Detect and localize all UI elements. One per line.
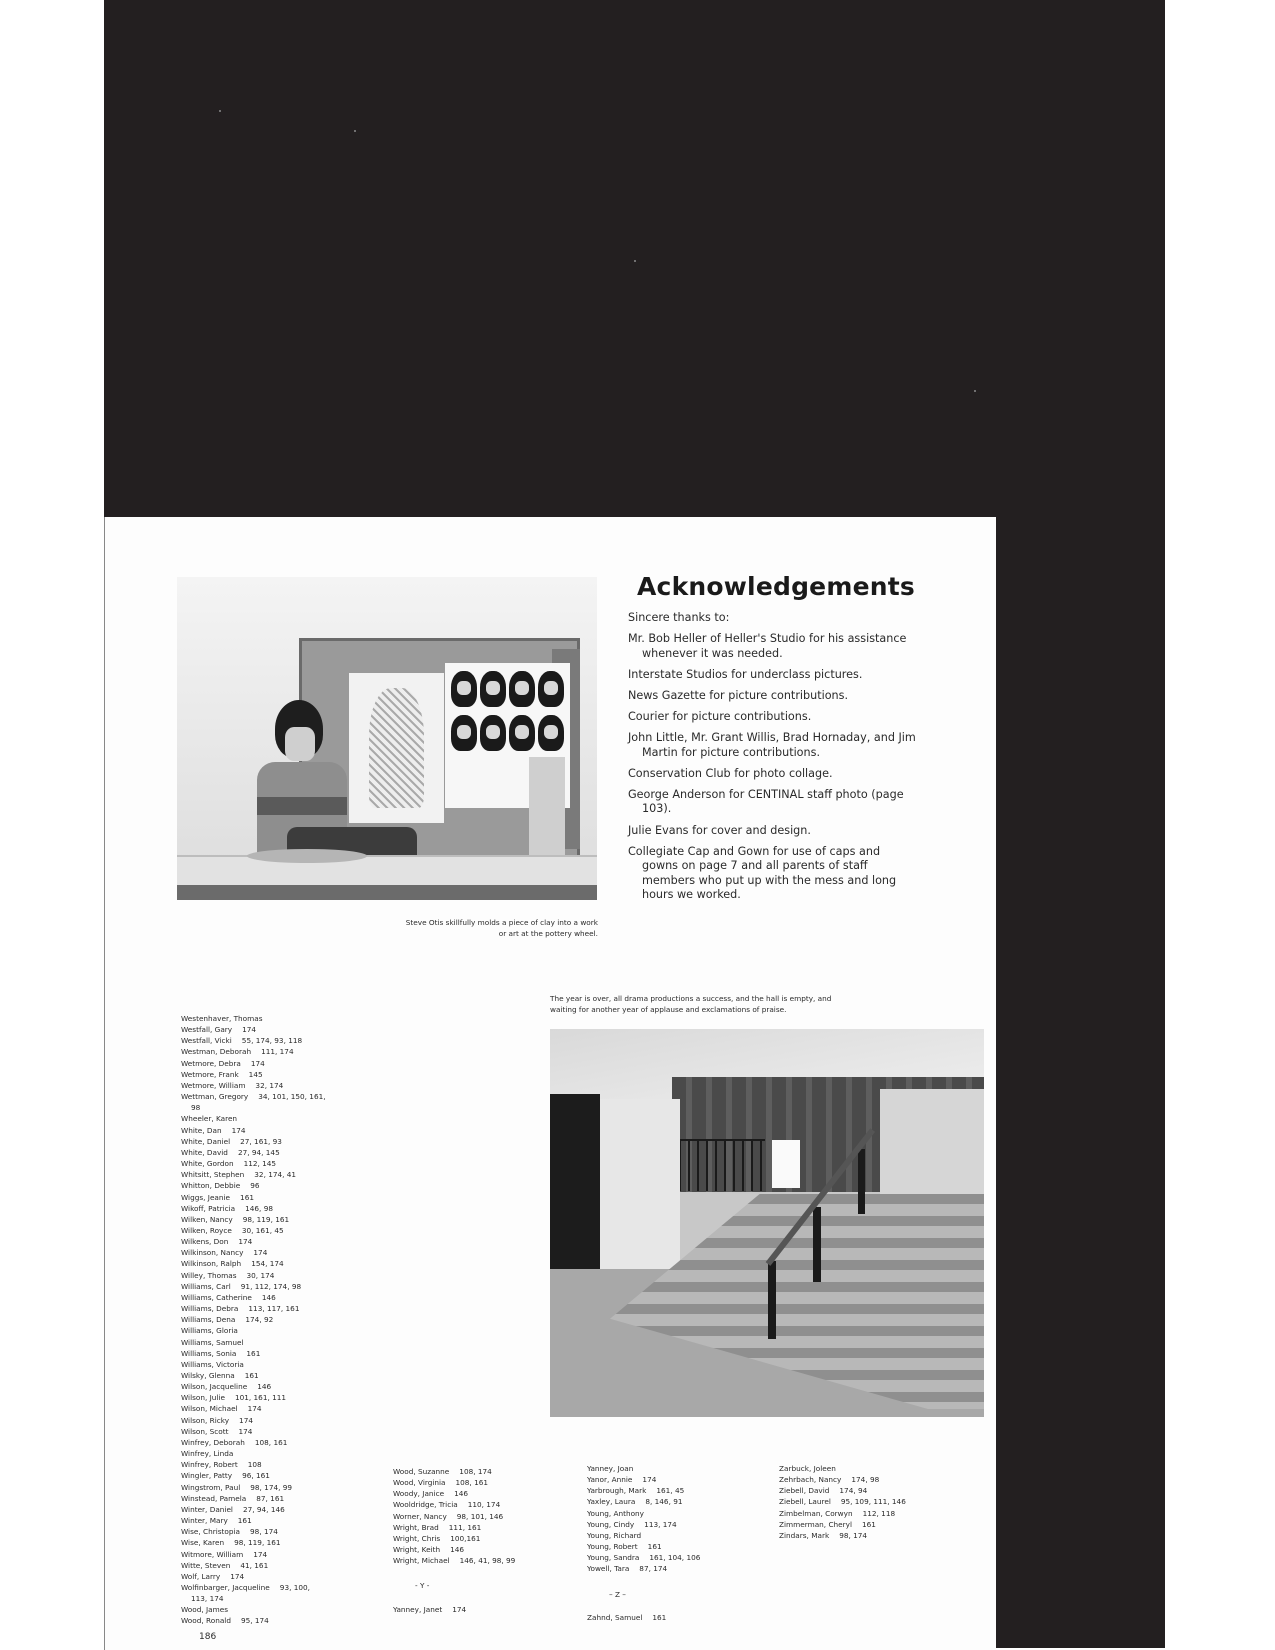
ack-item: Interstate Studios for underclass pictures. — [628, 667, 863, 681]
index-entry — [181, 1314, 361, 1325]
index-entry-pages: 161 — [237, 1516, 252, 1526]
index-entry-pages: 174 — [642, 1475, 657, 1485]
index-entry — [181, 1214, 361, 1225]
index-entry-pages: 161 — [240, 1192, 254, 1202]
index-entry — [779, 1485, 954, 1496]
caption-line: The year is over, all drama productions a success, and the hall is empty, and — [550, 994, 832, 1003]
index-entry — [393, 1522, 568, 1533]
index-entry-pages: 146 — [450, 1545, 465, 1555]
dust-speck — [974, 390, 976, 392]
dust-speck — [634, 260, 636, 262]
index-entry-pages: 98, 119, 161 — [242, 1214, 290, 1224]
index-entry — [181, 1169, 361, 1180]
index-entry-pages: 32, 174 — [255, 1080, 284, 1090]
index-entry-pages: 98, 101, 146 — [456, 1511, 504, 1521]
photo-sketch-poster — [349, 673, 444, 823]
index-entry-name: Zarbuck, Joleen — [779, 1464, 836, 1473]
index-entry-name: Wilson, Julie — [181, 1393, 225, 1403]
index-entry — [181, 1046, 361, 1057]
index-entry-name: Wood, Virginia — [393, 1478, 446, 1488]
index-entry-pages: 55, 174, 93, 118 — [241, 1036, 303, 1046]
index-entry-pages: 174 — [230, 1571, 245, 1581]
index-entry-name: White, David — [181, 1147, 228, 1157]
index-entry — [587, 1463, 762, 1474]
photo-table-shadow — [177, 885, 597, 900]
mask-print — [509, 671, 535, 707]
index-entry-pages: 113, 117, 161 — [248, 1304, 300, 1314]
index-entry — [181, 1348, 361, 1359]
hall-photo-caption — [550, 993, 970, 1015]
index-entry — [181, 1192, 361, 1203]
index-entry-name: Zimbelman, Corwyn — [779, 1508, 853, 1518]
index-entry — [393, 1466, 568, 1477]
index-entry — [181, 1448, 361, 1459]
index-entry — [587, 1485, 762, 1496]
page-number: 186 — [199, 1632, 217, 1642]
index-entry-name: Wise, Karen — [181, 1538, 225, 1548]
index-entry-pages: 95, 109, 111, 146 — [840, 1497, 906, 1507]
index-entry — [587, 1496, 762, 1507]
index-entry — [181, 1024, 361, 1035]
index-entry-name: Williams, Victoria — [181, 1359, 244, 1369]
index-entry-pages: 145 — [248, 1069, 263, 1079]
index-entry — [181, 1482, 361, 1493]
photo-lit-wall — [880, 1089, 984, 1199]
photo-pottery-wheel — [247, 849, 367, 863]
index-entry-pages: 98, 174, 99 — [250, 1482, 293, 1492]
index-entry — [181, 1359, 361, 1370]
index-entry-pages: 111, 161 — [448, 1522, 482, 1532]
index-entry-name: Yowell, Tara — [587, 1564, 630, 1574]
index-entry-name: Witte, Steven — [181, 1560, 231, 1570]
page-title: Acknowledgements — [637, 572, 915, 601]
index-column-2 — [393, 1466, 568, 1615]
index-entry-name: Wetmore, Frank — [181, 1069, 239, 1079]
index-entry-pages: 174 — [452, 1604, 467, 1614]
index-entry-name: Winfrey, Linda — [181, 1449, 234, 1459]
index-entry — [181, 1615, 361, 1626]
index-entry-pages: 174 — [247, 1404, 262, 1414]
mask-print — [509, 715, 535, 751]
index-entry-pages: 98, 174 — [250, 1527, 278, 1537]
index-entry — [181, 1381, 361, 1392]
index-entry-pages: 113, 174 — [644, 1519, 677, 1529]
index-column-3 — [587, 1463, 762, 1623]
index-entry — [181, 1370, 361, 1381]
index-entry — [587, 1552, 762, 1563]
index-entry-pages: 96, 161 — [242, 1471, 270, 1481]
index-entry-name: Yanney, Janet — [393, 1604, 443, 1614]
index-entry — [181, 1258, 361, 1269]
index-entry-name: Wood, Suzanne — [393, 1467, 450, 1476]
ack-item: Courier for picture contributions. — [628, 709, 812, 723]
index-entry-name: Wheeler, Karen — [181, 1114, 238, 1124]
index-entry — [181, 1091, 361, 1102]
photo-bucket — [529, 757, 565, 867]
index-entry-name: Wolfinbarger, Jacqueline — [181, 1582, 270, 1592]
photo-rail-post — [768, 1261, 776, 1339]
index-entry — [181, 1247, 361, 1258]
photo-rail-post — [813, 1207, 821, 1282]
index-entry-name: Yanney, Joan — [587, 1464, 634, 1473]
index-entry — [181, 1303, 361, 1314]
index-entry-pages: 174, 98 — [851, 1475, 880, 1485]
index-entry-pages: 101, 161, 111 — [234, 1393, 287, 1403]
pottery-photo — [177, 577, 597, 900]
index-entry-pages: 111, 174 — [261, 1047, 294, 1057]
index-entry — [587, 1508, 762, 1519]
index-entry-pages: 110, 174 — [467, 1500, 501, 1510]
index-column-1 — [181, 1013, 361, 1627]
index-entry — [779, 1530, 954, 1541]
index-entry-name: White, Daniel — [181, 1136, 231, 1146]
scan-background-right — [995, 500, 1165, 1648]
index-entry-name: Wolf, Larry — [181, 1571, 221, 1581]
index-entry — [587, 1519, 762, 1530]
index-entry — [181, 1504, 361, 1515]
index-entry — [181, 1470, 361, 1481]
index-entry-pages: 161 — [246, 1348, 261, 1358]
index-entry — [779, 1508, 954, 1519]
index-entry-name: Wood, James — [181, 1605, 229, 1615]
dust-speck — [219, 110, 221, 112]
index-entry — [181, 1035, 361, 1046]
index-entry — [181, 1125, 361, 1136]
index-entry-name: Wilken, Nancy — [181, 1214, 233, 1224]
index-entry-name: Wilson, Ricky — [181, 1415, 230, 1425]
index-entry — [779, 1519, 954, 1530]
index-entry — [181, 1058, 361, 1069]
index-entry — [181, 1270, 361, 1281]
index-entry-pages: 174 — [253, 1549, 268, 1559]
mask-print — [451, 671, 477, 707]
index-entry — [181, 1281, 361, 1292]
index-entry — [587, 1612, 762, 1623]
caption-line: Steve Otis skillfully molds a piece of clay into a work — [405, 918, 598, 927]
index-entry-name: Wiggs, Jeanie — [181, 1192, 231, 1202]
index-entry — [393, 1555, 568, 1566]
index-entry-pages: 174, 94 — [839, 1486, 868, 1496]
index-entry-name: Winter, Daniel — [181, 1504, 233, 1514]
acknowledgements-list — [628, 611, 918, 910]
index-entry-pages: 87, 161 — [256, 1493, 285, 1503]
index-entry-name: Wright, Brad — [393, 1522, 439, 1532]
photo-wall — [600, 1099, 680, 1279]
index-entry-pages: 27, 161, 93 — [240, 1136, 282, 1146]
index-entry-pages: 174 — [253, 1248, 268, 1258]
photo-shirt-stripe — [257, 797, 347, 815]
index-entry — [181, 1537, 361, 1548]
index-entry — [181, 1080, 361, 1091]
photo-table — [177, 855, 597, 887]
index-entry — [779, 1463, 954, 1474]
index-entry — [393, 1604, 568, 1615]
scan-background-top — [104, 0, 1165, 517]
index-entry-name: Whitsitt, Stephen — [181, 1170, 245, 1180]
index-entry-pages: 174 — [239, 1415, 253, 1425]
index-entry-pages: 98, 174 — [839, 1530, 868, 1540]
index-entry — [181, 1549, 361, 1560]
index-entry-name: Winter, Mary — [181, 1516, 228, 1526]
index-entry-name: Williams, Dena — [181, 1315, 236, 1325]
index-entry-pages: 161 — [244, 1371, 259, 1380]
index-entry-name: Zehrbach, Nancy — [779, 1475, 842, 1485]
photo-rail-post — [858, 1149, 865, 1214]
index-entry-name: Williams, Catherine — [181, 1292, 252, 1302]
index-entry — [181, 1392, 361, 1403]
index-entry-name: Yarbrough, Mark — [587, 1486, 647, 1496]
index-entry-pages: 41, 161 — [240, 1560, 269, 1570]
index-entry — [181, 1292, 361, 1303]
index-letter-heading: - Y - — [415, 1581, 430, 1591]
index-entry-name: Zimmerman, Cheryl — [779, 1519, 853, 1529]
index-entry-pages: 174 — [250, 1058, 265, 1068]
ack-item: Julie Evans for cover and design. — [628, 823, 811, 837]
index-entry — [181, 1526, 361, 1537]
index-entry-pages-continued: 98 — [191, 1103, 201, 1113]
index-entry — [779, 1474, 954, 1485]
index-entry-name: Wilkinson, Nancy — [181, 1248, 244, 1258]
index-entry — [181, 1158, 361, 1169]
index-entry-pages: 96 — [250, 1181, 260, 1191]
index-entry-name: Willey, Thomas — [181, 1270, 237, 1280]
ack-intro: Sincere thanks to: — [628, 611, 730, 624]
index-entry — [393, 1511, 568, 1522]
index-entry-pages: 93, 100, — [279, 1582, 310, 1592]
index-entry — [393, 1533, 568, 1544]
index-entry-name: Williams, Sonia — [181, 1348, 237, 1358]
mask-print — [538, 715, 564, 751]
index-entry — [181, 1325, 361, 1336]
index-entry — [181, 1203, 361, 1214]
index-entry-pages: 108, 174 — [459, 1467, 492, 1476]
index-entry-name: Witmore, William — [181, 1549, 244, 1559]
index-entry-pages: 30, 161, 45 — [241, 1225, 284, 1235]
ack-item: John Little, Mr. Grant Willis, Brad Hornaday, and Jim Martin for picture contributions. — [628, 731, 916, 759]
index-entry-pages: 30, 174 — [246, 1270, 275, 1280]
ack-item: News Gazette for picture contributions. — [628, 688, 849, 702]
index-entry-name: Young, Anthony — [587, 1508, 644, 1518]
index-entry-name: Wettman, Gregory — [181, 1092, 249, 1102]
hall-stairs-photo — [550, 1029, 984, 1417]
index-entry-name: Wood, Ronald — [181, 1616, 231, 1626]
index-entry-name: Wright, Michael — [393, 1556, 450, 1566]
index-entry-name: Westfall, Gary — [181, 1025, 233, 1035]
index-entry-pages: 8, 146, 91 — [645, 1497, 683, 1507]
index-column-4 — [779, 1463, 954, 1541]
photo-lit-doorway — [772, 1140, 800, 1188]
index-entry — [779, 1496, 954, 1507]
index-entry-pages: 32, 174, 41 — [254, 1170, 297, 1180]
index-entry-name: Young, Cindy — [587, 1519, 635, 1529]
index-entry — [181, 1403, 361, 1414]
index-entry-name: Woody, Janice — [393, 1489, 445, 1499]
index-entry-name: Yaxley, Laura — [587, 1497, 636, 1507]
mask-print — [451, 715, 477, 751]
index-entry-name: Williams, Debra — [181, 1304, 239, 1314]
index-entry-name: Williams, Samuel — [181, 1337, 244, 1347]
index-entry — [587, 1541, 762, 1552]
index-entry-name: Wingstrom, Paul — [181, 1482, 241, 1492]
photo-sketch — [369, 688, 424, 808]
index-entry-pages: 146, 41, 98, 99 — [459, 1556, 516, 1566]
index-entry-name: Wikoff, Patricia — [181, 1203, 236, 1213]
index-entry-pages-continued: 113, 174 — [191, 1594, 224, 1604]
index-entry-pages: 98, 119, 161 — [234, 1538, 281, 1548]
index-entry-pages: 174 — [242, 1025, 257, 1035]
index-entry — [181, 1236, 361, 1247]
index-entry-pages: 174 — [238, 1426, 253, 1436]
index-entry-name: Yanor, Annie — [587, 1475, 633, 1485]
index-entry-name: Wilkinson, Ralph — [181, 1259, 242, 1269]
dust-speck — [354, 130, 356, 132]
index-entry-pages: 112, 118 — [862, 1508, 896, 1518]
index-entry — [181, 1337, 361, 1348]
index-entry-name: Wilsky, Glenna — [181, 1371, 235, 1380]
index-entry — [181, 1515, 361, 1526]
caption-line: or art at the pottery wheel. — [498, 929, 598, 938]
index-entry-name: Young, Robert — [587, 1542, 638, 1552]
index-entry-pages: 161 — [647, 1542, 662, 1552]
ack-item: George Anderson for CENTINAL staff photo (page 103). — [628, 787, 904, 816]
index-entry-pages: 108, 161 — [254, 1437, 288, 1447]
index-entry — [393, 1499, 568, 1510]
index-entry-name: Wright, Keith — [393, 1545, 441, 1555]
pottery-photo-caption — [340, 917, 598, 939]
index-entry-name: Wright, Chris — [393, 1533, 441, 1543]
index-entry-name: Ziebell, Laurel — [779, 1497, 831, 1507]
index-entry-pages: 161, 104, 106 — [649, 1553, 701, 1563]
index-entry-name: Young, Sandra — [587, 1553, 640, 1563]
index-entry-pages: 91, 112, 174, 98 — [240, 1281, 302, 1291]
index-entry-name: Westfall, Vicki — [181, 1036, 232, 1046]
index-entry — [587, 1474, 762, 1485]
index-entry-pages: 27, 94, 145 — [237, 1147, 280, 1157]
index-entry — [181, 1426, 361, 1437]
index-entry — [393, 1488, 568, 1499]
index-entry — [181, 1560, 361, 1571]
index-entry-pages: 161 — [862, 1519, 876, 1529]
index-entry-pages: 27, 94, 146 — [242, 1504, 285, 1514]
ack-item: Conservation Club for photo collage. — [628, 766, 833, 780]
index-entry-pages: 146 — [257, 1382, 272, 1392]
index-entry-name: Westenhaver, Thomas — [181, 1014, 263, 1023]
index-entry-name: Williams, Gloria — [181, 1326, 238, 1336]
index-entry-name: Wilson, Scott — [181, 1426, 229, 1436]
index-entry-pages: 146 — [261, 1292, 276, 1302]
index-entry-pages: 100,161 — [450, 1533, 481, 1543]
index-entry-name: Wise, Christopia — [181, 1527, 241, 1537]
index-letter-heading: – Z – — [609, 1589, 626, 1599]
index-entry-name: Young, Richard — [587, 1530, 642, 1540]
index-entry — [587, 1563, 762, 1574]
index-entry-pages: 146 — [454, 1489, 469, 1499]
ack-item: Mr. Bob Heller of Heller's Studio for his assistance whenever it was needed. — [628, 632, 907, 660]
index-entry — [181, 1069, 361, 1080]
index-entry-name: Whitton, Debbie — [181, 1181, 241, 1191]
index-entry-pages: 161, 45 — [656, 1486, 685, 1496]
caption-line: waiting for another year of applause and exclamations of praise. — [550, 1005, 787, 1014]
index-entry-name: Wilson, Michael — [181, 1404, 238, 1414]
index-entry-name: White, Dan — [181, 1125, 222, 1135]
index-entry-name: Wilkens, Don — [181, 1237, 229, 1247]
index-entry-name: Worner, Nancy — [393, 1511, 447, 1521]
index-entry-name: Wingler, Patty — [181, 1471, 233, 1481]
index-entry-pages: 154, 174 — [251, 1259, 284, 1269]
index-entry — [587, 1530, 762, 1541]
index-entry — [181, 1604, 361, 1615]
index-entry-name: White, Gordon — [181, 1159, 234, 1169]
index-entry-pages: 112, 145 — [243, 1159, 277, 1169]
index-entry-pages: 146, 98 — [245, 1203, 273, 1213]
index-entry — [181, 1582, 361, 1593]
index-entry-pages: 87, 174 — [639, 1564, 668, 1574]
index-entry-name: Williams, Carl — [181, 1281, 231, 1291]
index-entry-name: Westman, Deborah — [181, 1047, 252, 1057]
photo-person-face — [285, 727, 315, 761]
index-entry-pages: 161 — [652, 1612, 667, 1622]
index-entry — [181, 1147, 361, 1158]
index-entry-pages: 108, 161 — [455, 1478, 488, 1488]
index-entry-name: Winstead, Pamela — [181, 1493, 247, 1503]
index-entry — [393, 1544, 568, 1555]
index-entry-pages: 174, 92 — [245, 1315, 274, 1325]
index-entry — [181, 1571, 361, 1582]
index-entry-pages: 108 — [247, 1460, 262, 1470]
index-entry-pages: 174 — [231, 1125, 246, 1135]
index-entry-pages: 95, 174 — [240, 1616, 269, 1626]
index-entry-name: Wilson, Jacqueline — [181, 1382, 248, 1392]
index-entry-pages: 34, 101, 150, 161, — [258, 1092, 326, 1102]
ack-item: Collegiate Cap and Gown for use of caps and gowns on page 7 and all parents of staff members who put up with the mess and long hours we worked. — [628, 844, 897, 902]
index-entry — [181, 1415, 361, 1426]
index-entry — [181, 1136, 361, 1147]
index-entry-name: Wetmore, Debra — [181, 1058, 241, 1068]
index-entry — [181, 1113, 361, 1124]
index-entry-name: Wooldridge, Tricia — [393, 1500, 458, 1510]
index-entry-name: Winfrey, Robert — [181, 1460, 238, 1470]
index-entry-name: Zindars, Mark — [779, 1530, 830, 1540]
index-entry — [181, 1013, 361, 1024]
index-entry-name: Wetmore, William — [181, 1080, 246, 1090]
photo-balcony-rail — [670, 1139, 765, 1191]
index-entry-name: Winfrey, Deborah — [181, 1437, 245, 1447]
index-entry — [181, 1437, 361, 1448]
index-entry — [181, 1459, 361, 1470]
index-entry-name: Zahnd, Samuel — [587, 1612, 643, 1622]
index-entry — [181, 1180, 361, 1191]
index-entry-pages: 174 — [238, 1237, 253, 1247]
index-entry — [181, 1493, 361, 1504]
mask-print — [538, 671, 564, 707]
index-entry-name: Wilken, Royce — [181, 1225, 232, 1235]
index-entry — [181, 1225, 361, 1236]
mask-print — [480, 671, 506, 707]
mask-print — [480, 715, 506, 751]
index-entry — [393, 1477, 568, 1488]
index-entry-name: Ziebell, David — [779, 1486, 830, 1496]
